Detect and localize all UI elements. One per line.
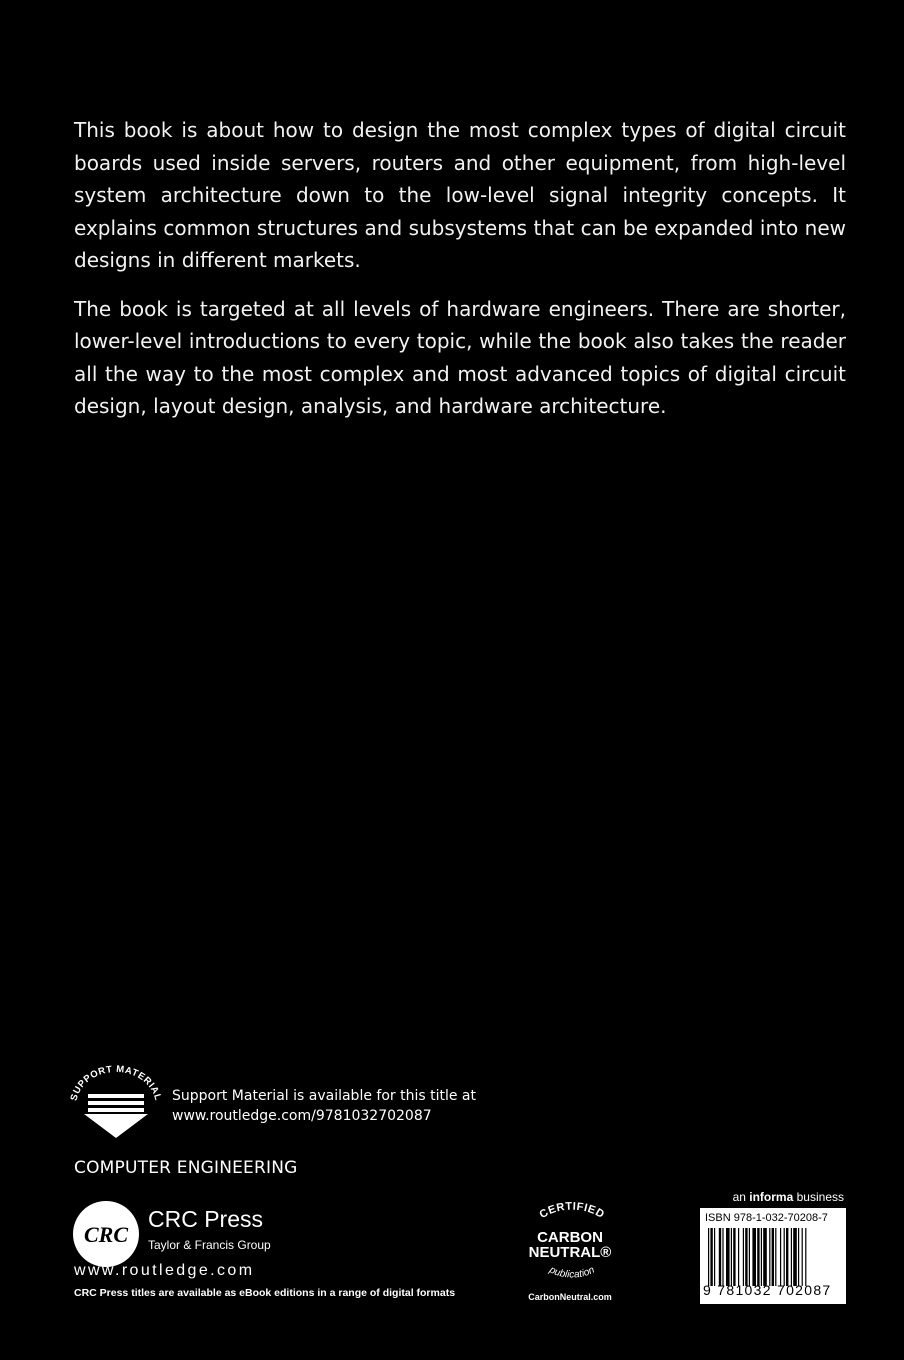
- support-badge-text: SUPPORT MATERIAL: [68, 1064, 164, 1103]
- support-material-text: [172, 1086, 476, 1126]
- barcode-bar: [780, 1228, 781, 1286]
- barcode-bar: [731, 1228, 732, 1286]
- carbon-site: CarbonNeutral.com: [528, 1292, 612, 1302]
- barcode-bar: [784, 1228, 785, 1286]
- barcode-bar: [726, 1228, 730, 1286]
- subject-category: COMPUTER ENGINEERING: [74, 1158, 298, 1178]
- crc-press-logo: [72, 1200, 140, 1268]
- barcode-bar: [772, 1228, 774, 1286]
- barcode-bar: [745, 1228, 747, 1286]
- barcode-bar: [805, 1228, 806, 1286]
- barcode-bar: [733, 1228, 735, 1286]
- support-material-icon: [66, 1064, 166, 1140]
- barcode-bar: [714, 1228, 715, 1286]
- barcode-bar: [719, 1228, 721, 1286]
- carbon-neutral-logo: [514, 1196, 630, 1308]
- crc-logo-text: CRC: [83, 1222, 129, 1247]
- barcode-bars-icon: [708, 1228, 840, 1286]
- barcode-bar: [769, 1228, 770, 1286]
- barcode-bar: [710, 1228, 712, 1286]
- carbon-certified-text: CERTIFIED: [537, 1200, 607, 1222]
- neutral-word: NEUTRAL®: [528, 1244, 612, 1261]
- barcode-bar: [761, 1228, 762, 1286]
- isbn-barcode: [700, 1208, 846, 1304]
- informa-business-text: an informa business: [732, 1190, 844, 1204]
- isbn-label: ISBN 978-1-032-70208-7: [705, 1212, 828, 1224]
- publisher-website[interactable]: www.routledge.com: [74, 1262, 255, 1279]
- support-line-1: Support Material is available for this title at: [172, 1088, 476, 1104]
- barcode-bar: [752, 1228, 756, 1286]
- publisher-group: Taylor & Francis Group: [148, 1238, 271, 1252]
- barcode-bar: [738, 1228, 739, 1286]
- barcode-digits: 9 781032 702087: [703, 1282, 832, 1298]
- barcode-bar: [763, 1228, 767, 1286]
- barcode-bar: [786, 1228, 788, 1286]
- barcode-bar: [802, 1228, 803, 1286]
- description-paragraph-1: This book is about how to design the most complex types of digital circuit boards used inside servers, routers and other equipment, from high-level system architecture down to the low-level signal integrity concepts. It explains common structures and subsystems that can be expanded into new designs in different markets.: [74, 118, 846, 272]
- barcode-bar: [798, 1228, 799, 1286]
- barcode-bar: [757, 1228, 759, 1286]
- back-cover-description: [74, 114, 846, 439]
- description-paragraph-2: The book is targeted at all levels of hardware engineers. There are shorter, lower-level introductions to every topic, while the book also takes the reader all the way to the most complex and most advanced topics of digital circuit design, layout design, analysis, and hardware architecture.: [74, 296, 846, 418]
- svg-text:publication: [547, 1264, 597, 1280]
- barcode-bar: [775, 1228, 776, 1286]
- barcode-bar: [793, 1228, 797, 1286]
- carbon-word: CARBON: [537, 1229, 603, 1246]
- support-url[interactable]: www.routledge.com/9781032702087: [172, 1108, 432, 1124]
- barcode-bar: [743, 1228, 744, 1286]
- barcode-bar: [791, 1228, 792, 1286]
- ebook-note: CRC Press titles are available as eBook editions in a range of digital formats: [74, 1287, 456, 1299]
- barcode-bar: [722, 1228, 723, 1286]
- barcode-bar: [749, 1228, 750, 1286]
- barcode-bar: [708, 1228, 709, 1286]
- carbon-publication-text: publication: [547, 1264, 597, 1281]
- svg-text:CERTIFIED: [538, 1201, 607, 1221]
- publisher-name: CRC Press: [148, 1206, 264, 1232]
